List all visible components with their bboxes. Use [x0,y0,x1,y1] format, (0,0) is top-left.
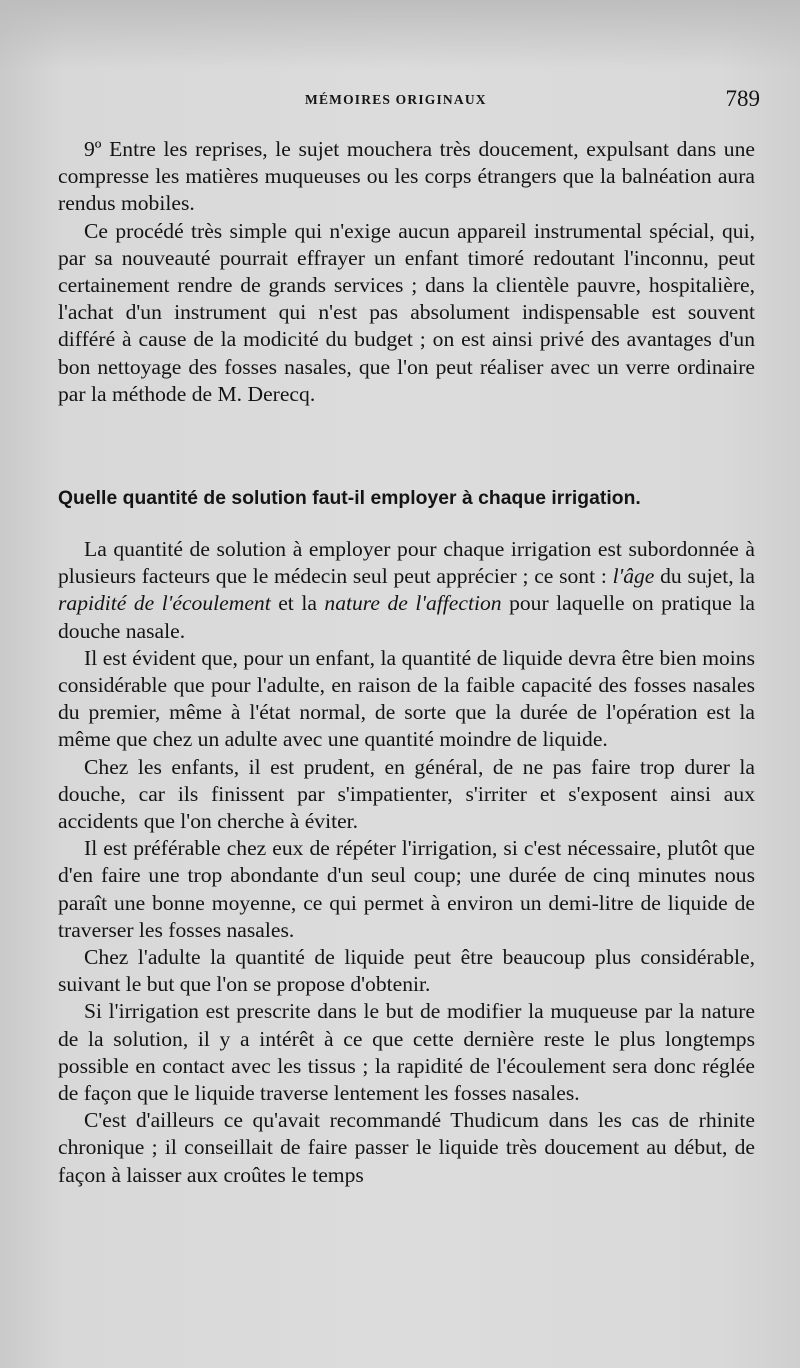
italic-term: rapidité de l'écoulement [58,591,271,616]
paragraph: Chez les enfants, il est prudent, en général, de ne pas faire trop durer la douche, car ils finissent par s'impatienter, s'irriter et s'exposent ainsi aux accidents que l'on cherche à éviter. [58,754,755,834]
paragraph: Si l'irrigation est prescrite dans le but de modifier la muqueuse par la nature de la solution, il y a intérêt à ce que cette dernière reste le plus longtemps possible en contact avec les tissus ; la rapidité de l'écoulement sera donc réglée de façon que le liquide traverse lentement les fosses nasales. [58,999,755,1106]
paragraph: Il est évident que, pour un enfant, la quantité de liquide devra être bien moins considérable que pour l'adulte, en raison de la faible capacité des fosses nasales du premier, même à l'état normal, de sorte que la durée de l'opération est la même que chez un adulte avec une quantité moindre de liquide. [58,645,755,752]
section-heading: Quelle quantité de solution faut-il employer à chaque irrigation. [58,488,641,509]
paragraph: Il est préférable chez eux de répéter l'irrigation, si c'est nécessaire, plutôt que d'en faire une trop abondante d'un seul coup; une durée de cinq minutes nous paraît une bonne moyenne, ce qui permet à environ un demi-litre de liquide de traverser les fosses nasales. [58,836,755,942]
paragraph: C'est d'ailleurs ce qu'avait recommandé Thudicum dans les cas de rhinite chronique ; il conseillait de faire passer le liquide très doucement au début, de façon à laisser aux croûtes le temps [58,1108,755,1187]
running-head: MÉMOIRES ORIGINAUX [305,92,487,107]
page-number: 789 [725,86,760,111]
text-run: et la [270,591,325,616]
text-run: La quantité de solution à employer pour chaque irrigation est subordonnée à plusieurs facteurs que le médecin seul peut apprécier ; ce sont : [58,537,755,589]
paragraph [58,536,755,645]
italic-term: l'âge [612,564,655,589]
paragraph: Ce procédé très simple qui n'exige aucun appareil instrumental spécial, qui, par sa nouveauté pourrait effrayer un enfant timoré redoutant l'inconnu, peut certainement rendre de grands services ; dans la clientèle pauvre, hospitalière, l'achat d'un instrument qui n'est pas absolument indispensable est souvent différé à cause de la modicité du budget ; on est ainsi privé des avantages d'un bon nettoyage des fosses nasales, que l'on peut réaliser avec un verre ordinaire par la méthode de M. Derecq. [58,218,755,406]
paragraph: 9º Entre les reprises, le sujet mouchera très doucement, expulsant dans une compresse les matières muqueuses ou les corps étrangers que la balnéation aura rendus mobiles. [58,137,755,216]
section-body-1 [58,136,755,408]
section-body-2 [58,536,755,1189]
text-run: pour laquelle on pratique la douche nasale. [58,591,755,643]
text-run: du sujet, la [654,564,755,589]
paragraph: Chez l'adulte la quantité de liquide peut être beaucoup plus considérable, suivant le but que l'on se propose d'obtenir. [58,945,755,997]
italic-term: nature de l'affection [324,591,502,616]
page-header [60,86,760,126]
